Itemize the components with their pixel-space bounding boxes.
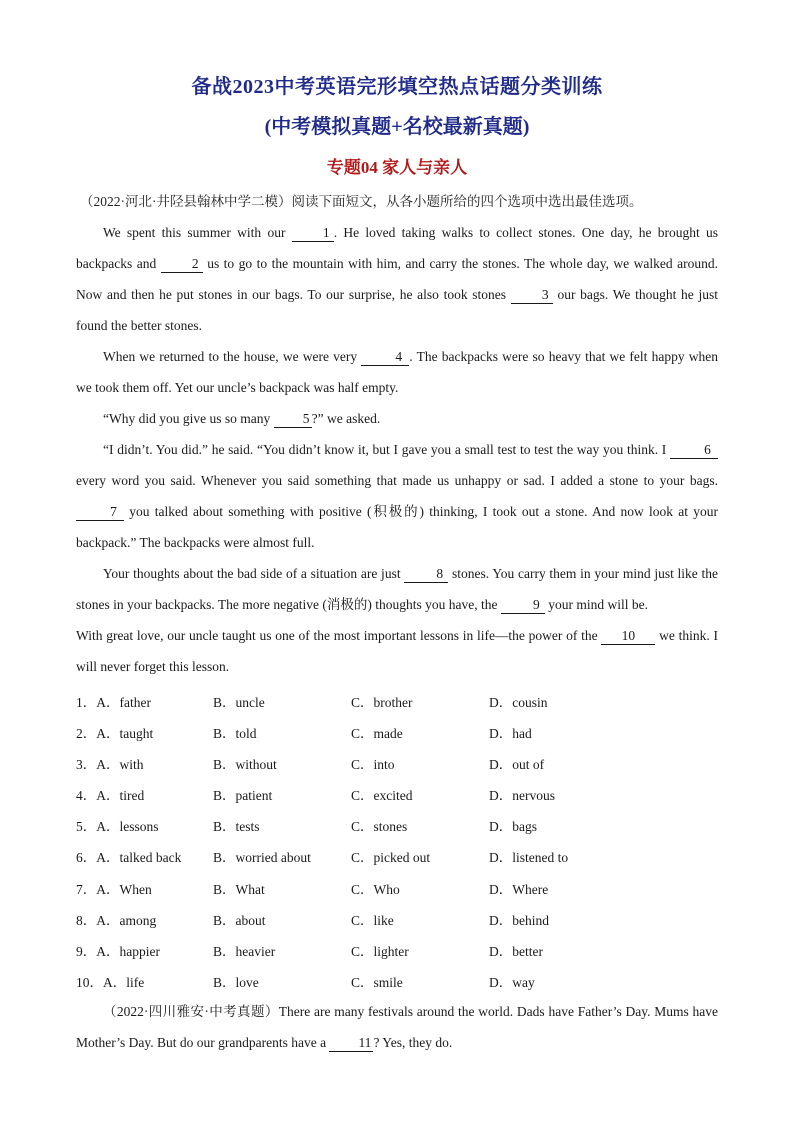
question-row <box>76 965 716 996</box>
option-choice: C．brother <box>351 695 413 710</box>
blank-7: 7 <box>76 504 124 521</box>
option-choice: C．made <box>351 726 403 742</box>
question-row <box>76 716 716 747</box>
blank-5: 5 <box>274 411 312 428</box>
option-choice: C．stones <box>351 819 408 835</box>
blank-3: 3 <box>511 287 553 304</box>
question-row <box>76 778 716 809</box>
option-choice: D．bags <box>489 819 537 835</box>
option-choice: 5．A．lessons <box>76 819 159 835</box>
option-choice: 2．A．taught <box>76 726 154 742</box>
question-row <box>76 747 716 778</box>
blank-9: 9 <box>501 597 545 614</box>
option-choice: C．Who <box>351 881 400 897</box>
question-row <box>76 872 716 903</box>
option-choice: C．smile <box>351 974 403 990</box>
option-choice: B．about <box>213 912 266 928</box>
option-choice: D．cousin <box>489 695 548 710</box>
option-choice: B．What <box>213 881 265 897</box>
option-choice: 7．A．When <box>76 881 152 897</box>
question-row <box>76 934 716 965</box>
option-choice: 6．A．talked back <box>76 850 182 866</box>
question-row <box>76 903 716 934</box>
question-row <box>76 809 716 840</box>
document-subtitle: (中考模拟真题+名校最新真题) <box>264 116 530 138</box>
option-choice: C．picked out <box>351 850 431 866</box>
question-row <box>76 840 716 871</box>
option-choice: D．behind <box>489 912 549 928</box>
option-choice: D．Where <box>489 881 549 897</box>
passage2-text <box>76 996 718 1058</box>
blank-11: 11 <box>329 1035 373 1052</box>
passage2-source: （2022·四川雅安·中考真题） <box>103 1004 279 1019</box>
option-choice: 4．A．tired <box>76 788 145 804</box>
passage2-paragraph-1: （2022·四川雅安·中考真题）There are many festivals around the world. Dads have Father’s Day. Mums have Mother’s Day. But do our grandparents have a 11 ? Yes, they do. <box>76 1004 718 1050</box>
option-choice: C．excited <box>351 788 413 804</box>
blank-6: 6 <box>670 442 718 459</box>
paragraph-6: With great love, our uncle taught us one of the most important lessons in life—the power of the 10 we think. I will never forget this lesson. <box>76 628 718 674</box>
blank-8: 8 <box>404 566 448 583</box>
option-choice: C．like <box>351 912 394 928</box>
passage1-source: （2022·河北·井陉县翰林中学二模）阅读下面短文，从各小题所给的四个选项中选出最佳选项。 <box>80 194 643 209</box>
option-choice: B．patient <box>213 788 273 804</box>
option-choice: 3．A．with <box>76 757 144 773</box>
option-choice: C．lighter <box>351 943 409 959</box>
blank-2: 2 <box>161 256 203 273</box>
option-choice: 9．A．happier <box>76 943 160 959</box>
paragraph-3: “Why did you give us so many 5 ?” we asked. <box>103 411 381 426</box>
option-choice: B．love <box>213 974 259 990</box>
option-choice: D．nervous <box>489 788 555 804</box>
option-choice: 10．A．life <box>76 974 145 990</box>
option-choice: B．told <box>213 726 257 742</box>
question-row <box>76 685 716 716</box>
option-choice: D．had <box>489 726 532 742</box>
paragraph-4: “I didn’t. You did.” he said. “You didn’t know it, but I gave you a small test to test the way you think. I 6 every word you said. Whenever you said something that made us unhappy or sad. I added a stone to your bags. 7 you talked about something with positive (积极的) thinking, I took out a stone. And now look at your backpack.” The backpacks were almost full. <box>76 442 718 550</box>
passage1-text <box>76 217 718 682</box>
option-choice: D．listened to <box>489 850 569 866</box>
blank-4: 4 <box>361 349 409 366</box>
option-choice: D．way <box>489 974 535 990</box>
option-choice: D．out of <box>489 757 545 773</box>
option-choice: C．into <box>351 757 395 773</box>
paragraph-2: When we returned to the house, we were very 4 . The backpacks were so heavy that we felt happy when we took them off. Yet our uncle’s backpack was half empty. <box>76 349 718 395</box>
document-title: 备战2023中考英语完形填空热点话题分类训练 <box>191 76 603 98</box>
option-choice: B．uncle <box>213 695 265 710</box>
option-choice: B．without <box>213 757 277 773</box>
blank-1: 1 <box>292 225 334 242</box>
topic-heading: 专题04 家人与亲人 <box>326 158 468 177</box>
option-choice: 8．A．among <box>76 912 157 928</box>
option-choice: B．tests <box>213 819 260 835</box>
option-choice: B．worried about <box>213 850 311 866</box>
option-choice: 1．A．father <box>76 695 151 710</box>
paragraph-1: We spent this summer with our 1 . He loved taking walks to collect stones. One day, he brought us backpacks and 2 us to go to the mountain with him, and carry the stones. The whole day, we walked around. Now and then he put stones in our bags. To our surprise, he also took stones 3 our bags. We thought he just found the better stones. <box>76 225 718 333</box>
blank-10: 10 <box>601 628 655 645</box>
options-list <box>76 685 716 996</box>
option-choice: D．better <box>489 943 543 959</box>
option-choice: B．heavier <box>213 943 276 959</box>
paragraph-5: Your thoughts about the bad side of a situation are just 8 stones. You carry them in your mind just like the stones in your backpacks. The more negative (消极的) thoughts you have, the 9 your mind will be. <box>76 566 719 612</box>
